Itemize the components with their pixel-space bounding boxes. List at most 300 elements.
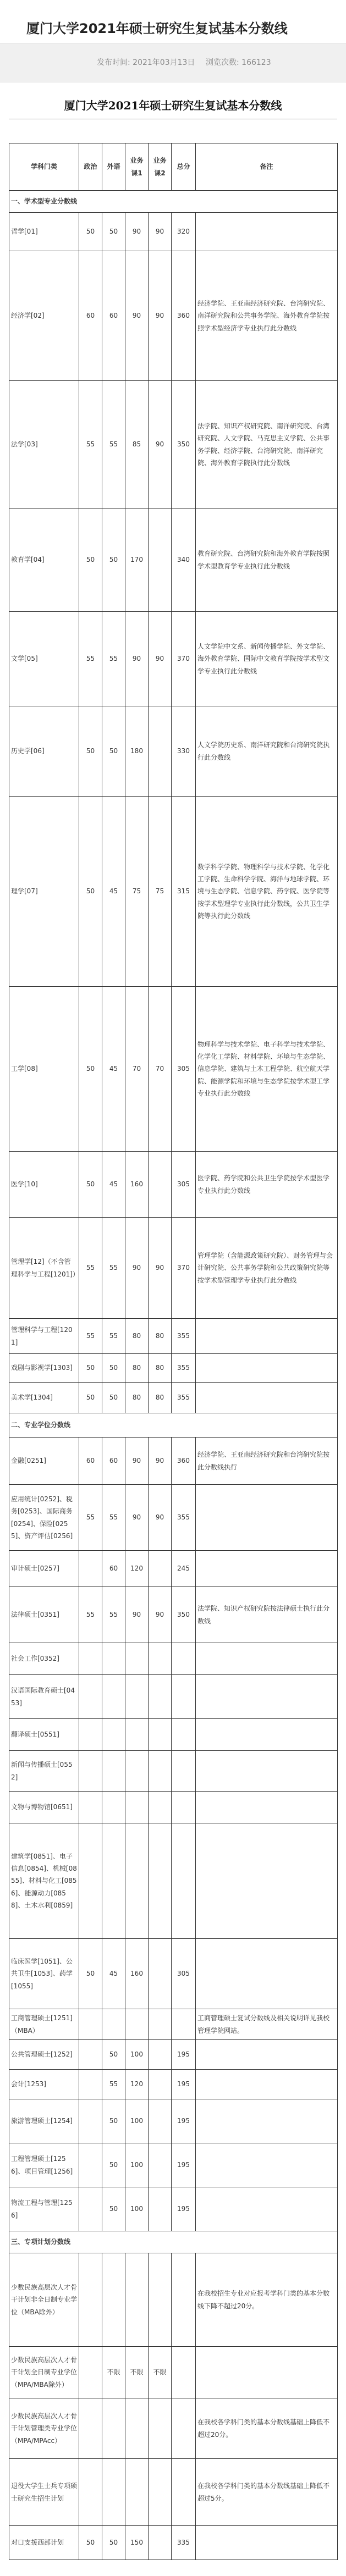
page-title: 厦门大学2021年硕士研究生复试基本分数线 [26,21,288,36]
cell-politics [79,1719,102,1751]
cell-category: 工学[08] [9,987,79,1152]
cell-language: 不限 [102,2347,125,2398]
cell-language [102,1792,125,1823]
cell-category: 历史学[06] [9,706,79,797]
cell-remarks [196,1719,338,1751]
table-row [9,2099,338,2143]
cell-total [172,1823,196,1939]
cell-language: 50 [102,213,125,251]
table-row [9,1218,338,1319]
cell-remarks [196,1485,338,1551]
cell-total [172,2347,196,2398]
cell-course-2 [149,2040,172,2070]
cell-total: 320 [172,213,196,251]
cell-total: 195 [172,2187,196,2231]
header-language: 外语 [102,143,125,191]
cell-total: 355 [172,1319,196,1354]
cell-total: 335 [172,2526,196,2560]
cell-politics [79,1823,102,1939]
cell-category: 文学[05] [9,612,79,706]
table-row [9,987,338,1152]
header-course-2: 业务课2 [149,143,172,191]
cell-politics: 50 [79,213,102,251]
cell-course-2 [149,1643,172,1675]
cell-remarks [196,2099,338,2143]
cell-category: 对口支援西部计划 [9,2526,79,2560]
cell-course-2 [149,1719,172,1751]
cell-course-1: 100 [125,2187,149,2231]
cell-course-2 [149,1152,172,1218]
table-row [9,1939,338,2009]
cell-total: 370 [172,612,196,706]
cell-category: 退役大学生士兵专项硕士研究生招生计划 [9,2459,79,2526]
cell-politics: 55 [79,1319,102,1354]
cell-language: 50 [102,2143,125,2187]
cell-language [102,2459,125,2526]
cell-course-2 [149,1675,172,1719]
cell-total: 195 [172,2099,196,2143]
cell-total [172,1792,196,1823]
cell-language: 55 [102,1218,125,1319]
cell-total [172,2009,196,2040]
table-row [9,1587,338,1643]
table-row [9,1354,338,1383]
cell-course-2: 不限 [149,2347,172,2398]
cell-course-1 [125,2009,149,2040]
cell-language: 45 [102,1939,125,2009]
cell-category: 汉语国际教育硕士[0453] [9,1675,79,1719]
cell-politics [79,2253,102,2347]
cell-politics [79,2459,102,2526]
cell-remarks [196,1939,338,2009]
cell-category: 审计硕士[0257] [9,1551,79,1587]
cell-politics: 60 [79,1438,102,1485]
cell-course-2: 75 [149,797,172,987]
cell-politics: 50 [79,987,102,1152]
cell-language: 55 [102,1587,125,1643]
meta-bar [0,43,346,82]
cell-language [102,2009,125,2040]
cell-course-2: 90 [149,612,172,706]
score-table [9,143,338,2560]
table-row [9,2187,338,2231]
cell-course-2 [149,2009,172,2040]
cell-course-1: 180 [125,706,149,797]
cell-language: 60 [102,1438,125,1485]
cell-total: 370 [172,1218,196,1319]
header-total: 总分 [172,143,196,191]
cell-language: 55 [102,1319,125,1354]
cell-language [102,2398,125,2459]
cell-course-2: 90 [149,1438,172,1485]
cell-category: 物流工程与管理[1256] [9,2187,79,2231]
cell-language: 55 [102,612,125,706]
cell-politics [79,2398,102,2459]
header-course-1: 业务课1 [125,143,149,191]
cell-category: 管理学[12]（不含管理科学与工程[1201]） [9,1218,79,1319]
cell-language [102,1751,125,1792]
table-row [9,2143,338,2187]
cell-politics [79,1792,102,1823]
cell-total [172,1751,196,1792]
cell-remarks: 法学院、知识产权研究院按法律硕士执行此分数线 [196,1587,338,1643]
cell-course-2 [149,1823,172,1939]
cell-course-1: 85 [125,381,149,508]
cell-politics: 55 [79,381,102,508]
cell-language: 60 [102,251,125,381]
table-row [9,2009,338,2040]
cell-language: 45 [102,1152,125,1218]
cell-course-2 [149,2099,172,2143]
cell-course-1: 120 [125,1551,149,1587]
cell-course-1: 100 [125,2099,149,2143]
cell-course-1: 75 [125,797,149,987]
cell-course-2: 90 [149,1485,172,1551]
cell-course-2 [149,1751,172,1792]
table-row [9,2526,338,2560]
cell-course-1: 90 [125,251,149,381]
cell-remarks [196,2070,338,2099]
cell-politics [79,1551,102,1587]
cell-course-2 [149,508,172,612]
cell-category: 哲学[01] [9,213,79,251]
cell-course-2 [149,1551,172,1587]
cell-category: 美术学[1304] [9,1383,79,1413]
cell-politics: 55 [79,612,102,706]
cell-category: 旅游管理硕士[1254] [9,2099,79,2143]
table-row [9,1383,338,1413]
cell-total: 360 [172,251,196,381]
document-title: 厦门大学2021年硕士研究生复试基本分数线 [64,99,282,112]
cell-category: 会计[1253] [9,2070,79,2099]
cell-remarks [196,1675,338,1719]
table-row [9,1551,338,1587]
cell-language: 50 [102,2187,125,2231]
cell-course-1: 90 [125,1218,149,1319]
table-row [9,797,338,987]
cell-total: 315 [172,797,196,987]
cell-language: 55 [102,1485,125,1551]
cell-course-2 [149,2253,172,2347]
cell-category: 建筑学[0851]、电子信息[0854]、机械[0855]、材料与化工[0856]、能源动力[0858]、土木水利[0859] [9,1823,79,1939]
cell-politics: 60 [79,251,102,381]
cell-course-2: 70 [149,987,172,1152]
cell-category: 少数民族高层次人才骨干计划全日制专业学位（MPA/MBA除外） [9,2347,79,2398]
header-politics: 政治 [79,143,102,191]
cell-remarks [196,1383,338,1413]
table-row [9,1675,338,1719]
cell-remarks [196,2040,338,2070]
cell-category: 少数民族高层次人才骨干计划管理类专业学位（MPA/MPAcc） [9,2398,79,2459]
cell-remarks: 物理科学与技术学院、电子科学与技术学院、化学化工学院、材料学院、环境与生态学院、信息学院、建筑与土木工程学院、航空航天学院、能源学院和环境与生态学院按学术型工学专业执行此分数线 [196,987,338,1152]
cell-total [172,2398,196,2459]
cell-total: 330 [172,706,196,797]
cell-course-1: 80 [125,1354,149,1383]
cell-remarks: 管理学院（含能源政策研究院）、财务管理与会计研究院、公共事务学院和公共政策研究院等按学术型管理学专业执行此分数线 [196,1218,338,1319]
table-row [9,1438,338,1485]
table-row [9,1823,338,1939]
cell-remarks: 教育研究院、台湾研究院和海外教育学院按照学术型教育学专业执行此分数线 [196,508,338,612]
cell-course-1 [125,1719,149,1751]
cell-course-2 [149,2459,172,2526]
section-title: 二、专业学位分数线 [9,1413,338,1438]
header-category: 学科门类 [9,143,79,191]
cell-category: 法律硕士[0351] [9,1587,79,1643]
cell-total [172,1643,196,1675]
cell-course-1: 80 [125,1383,149,1413]
cell-politics [79,2040,102,2070]
table-row [9,381,338,508]
cell-category: 工商管理硕士[1251]（MBA） [9,2009,79,2040]
table-row [9,213,338,251]
cell-course-2: 80 [149,1354,172,1383]
cell-category: 法学[03] [9,381,79,508]
cell-total: 355 [172,1383,196,1413]
cell-politics [79,2187,102,2231]
cell-remarks: 经济学院、王亚南经济研究院和台湾研究院按此分数线执行 [196,1438,338,1485]
cell-total: 340 [172,508,196,612]
cell-language: 50 [102,508,125,612]
cell-category: 社会工作[0352] [9,1643,79,1675]
cell-total: 350 [172,381,196,508]
cell-total: 195 [172,2143,196,2187]
cell-category: 经济学[02] [9,251,79,381]
table-row [9,1319,338,1354]
cell-course-1: 120 [125,2070,149,2099]
cell-remarks: 工商管理硕士复试分数线及相关说明详见我校管理学院网站。 [196,2009,338,2040]
cell-politics [79,1675,102,1719]
cell-total: 195 [172,2070,196,2099]
cell-course-2: 80 [149,1383,172,1413]
table-row [9,2398,338,2459]
table-row [9,1719,338,1751]
cell-course-1: 100 [125,2143,149,2187]
cell-remarks [196,213,338,251]
cell-course-1 [125,2459,149,2526]
cell-language: 50 [102,2526,125,2560]
cell-politics: 50 [79,797,102,987]
section-row-special [9,2231,338,2253]
cell-total: 305 [172,987,196,1152]
cell-course-2: 90 [149,381,172,508]
table-row [9,2253,338,2347]
cell-course-2 [149,1939,172,2009]
cell-course-1: 160 [125,1939,149,2009]
cell-politics [79,2347,102,2398]
cell-remarks [196,1354,338,1383]
table-row [9,706,338,797]
cell-category: 医学[10] [9,1152,79,1218]
cell-remarks [196,1823,338,1939]
cell-politics: 50 [79,1939,102,2009]
cell-category: 公共管理硕士[1252] [9,2040,79,2070]
section-row-professional [9,1413,338,1438]
cell-language [102,2253,125,2347]
cell-remarks [196,1551,338,1587]
page-header [0,0,346,43]
cell-language: 50 [102,2040,125,2070]
cell-remarks [196,2143,338,2187]
cell-category: 教育学[04] [9,508,79,612]
table-row [9,1751,338,1792]
cell-total: 360 [172,1438,196,1485]
cell-language [102,1643,125,1675]
cell-course-2 [149,2187,172,2231]
cell-remarks [196,1319,338,1354]
table-row [9,1152,338,1218]
cell-total [172,2253,196,2347]
cell-course-2 [149,2398,172,2459]
cell-politics [79,2009,102,2040]
cell-politics: 50 [79,1152,102,1218]
cell-course-1: 160 [125,1152,149,1218]
table-row [9,251,338,381]
cell-category: 少数民族高层次人才骨干计划非全日制专业学位（MBA除外） [9,2253,79,2347]
table-header-row [9,143,338,191]
cell-politics [79,2143,102,2187]
cell-politics [79,2099,102,2143]
publish-time: 发布时间: 2021年03月13日 [97,58,195,67]
cell-category: 应用统计[0252]、税务[0253]、国际商务[0254]、保险[0255]、资产评估[0256] [9,1485,79,1551]
cell-course-1 [125,2253,149,2347]
cell-language [102,1823,125,1939]
cell-total: 350 [172,1587,196,1643]
cell-course-2 [149,2143,172,2187]
cell-politics: 55 [79,1485,102,1551]
cell-language: 60 [102,1551,125,1587]
cell-course-1: 90 [125,1485,149,1551]
cell-remarks: 经济学院、王亚南经济研究院、台湾研究院、南洋研究院和公共事务学院、海外教育学院按照学术型经济学专业执行此分数线 [196,251,338,381]
section-title: 三、专项计划分数线 [9,2231,338,2253]
cell-language: 50 [102,2099,125,2143]
cell-course-2 [149,2070,172,2099]
cell-course-1: 90 [125,612,149,706]
table-row [9,2459,338,2526]
cell-course-1: 70 [125,987,149,1152]
table-row [9,1792,338,1823]
cell-course-2 [149,1792,172,1823]
cell-politics: 50 [79,1354,102,1383]
cell-course-1: 150 [125,2526,149,2560]
cell-course-2: 90 [149,251,172,381]
cell-remarks: 在我校各学科门类的基本分数线基础上降低不超过5分。 [196,2459,338,2526]
cell-course-1: 90 [125,213,149,251]
cell-politics: 50 [79,508,102,612]
cell-course-2 [149,2526,172,2560]
table-row [9,612,338,706]
cell-language: 50 [102,706,125,797]
cell-language: 50 [102,1354,125,1383]
cell-total [172,2459,196,2526]
section-title: 一、学术型专业分数线 [9,191,338,213]
cell-remarks: 在我校各学科门类的基本分数线基础上降低不超过20分。 [196,2398,338,2459]
cell-course-1: 170 [125,508,149,612]
cell-remarks: 法学院、知识产权研究院、南洋研究院、台湾研究院、人文学院、马克思主义学院、公共事务学院、经济学院、台湾研究院、南洋研究院、海外教育学院执行此分数线 [196,381,338,508]
cell-total [172,1719,196,1751]
table-row [9,2070,338,2099]
cell-remarks [196,2526,338,2560]
table-row [9,2347,338,2398]
cell-politics: 50 [79,706,102,797]
cell-course-1 [125,1751,149,1792]
cell-language: 50 [102,1383,125,1413]
cell-politics [79,1643,102,1675]
cell-total: 305 [172,1939,196,2009]
cell-total: 355 [172,1485,196,1551]
cell-category: 金融[0251] [9,1438,79,1485]
header-remarks: 备注 [196,143,338,191]
cell-remarks: 数学科学学院、物理科学与技术学院、化学化工学院、生命科学学院、海洋与地球学院、环境与生态学院、信息学院、药学院、医学院等按学术型理学专业执行此分数线，公共卫生学院等执行此分数线 [196,797,338,987]
table-row [9,508,338,612]
cell-language: 45 [102,797,125,987]
cell-remarks: 医学院、药学院和公共卫生学院按学术型医学专业执行此分数线 [196,1152,338,1218]
cell-remarks [196,1792,338,1823]
cell-category: 临床医学[1051]、公共卫生[1053]、药学[1055] [9,1939,79,2009]
cell-total: 305 [172,1152,196,1218]
cell-remarks: 人文学院中文系、新闻传播学院、外文学院、海外教育学院、国际中文教育学院按学术型文学专业执行此分数线 [196,612,338,706]
cell-course-2: 80 [149,1319,172,1354]
cell-remarks [196,2347,338,2398]
cell-remarks: 在我校招生专业对应报考学科门类的基本分数线下降不超过20分。 [196,2253,338,2347]
cell-politics: 55 [79,1587,102,1643]
cell-category: 工程管理硕士[1256]、项目管理[1256] [9,2143,79,2187]
cell-category: 新闻与传播硕士[0552] [9,1751,79,1792]
cell-language [102,1675,125,1719]
cell-category: 理学[07] [9,797,79,987]
cell-course-2: 90 [149,1587,172,1643]
cell-category: 戏剧与影视学[1303] [9,1354,79,1383]
cell-course-2 [149,706,172,797]
cell-politics: 55 [79,1218,102,1319]
cell-language: 45 [102,987,125,1152]
cell-category: 翻译硕士[0551] [9,1719,79,1751]
cell-remarks [196,1751,338,1792]
section-row-academic [9,191,338,213]
cell-course-2: 90 [149,1218,172,1319]
cell-category: 文物与博物馆[0651] [9,1792,79,1823]
table-row [9,2040,338,2070]
cell-total [172,1675,196,1719]
cell-course-1 [125,2398,149,2459]
cell-language: 55 [102,381,125,508]
cell-course-2: 90 [149,213,172,251]
cell-course-1 [125,1823,149,1939]
cell-course-1: 不限 [125,2347,149,2398]
cell-total: 245 [172,1551,196,1587]
cell-politics [79,1751,102,1792]
cell-remarks [196,1643,338,1675]
cell-remarks: 人文学院历史系、南洋研究院和台湾研究院执行此分数线 [196,706,338,797]
cell-course-1: 80 [125,1319,149,1354]
cell-course-1: 100 [125,2040,149,2070]
cell-politics [79,2070,102,2099]
cell-remarks [196,2187,338,2231]
table-row [9,1643,338,1675]
view-count: 浏览次数: 166123 [206,58,271,67]
cell-course-1: 90 [125,1587,149,1643]
cell-language [102,1719,125,1751]
cell-course-1 [125,1675,149,1719]
cell-category: 管理科学与工程[1201] [9,1319,79,1354]
cell-language: 55 [102,2070,125,2099]
cell-politics: 50 [79,2526,102,2560]
cell-course-1: 90 [125,1438,149,1485]
cell-course-1 [125,1643,149,1675]
table-row [9,1485,338,1551]
cell-course-1 [125,1792,149,1823]
cell-total: 195 [172,2040,196,2070]
cell-total: 355 [172,1354,196,1383]
